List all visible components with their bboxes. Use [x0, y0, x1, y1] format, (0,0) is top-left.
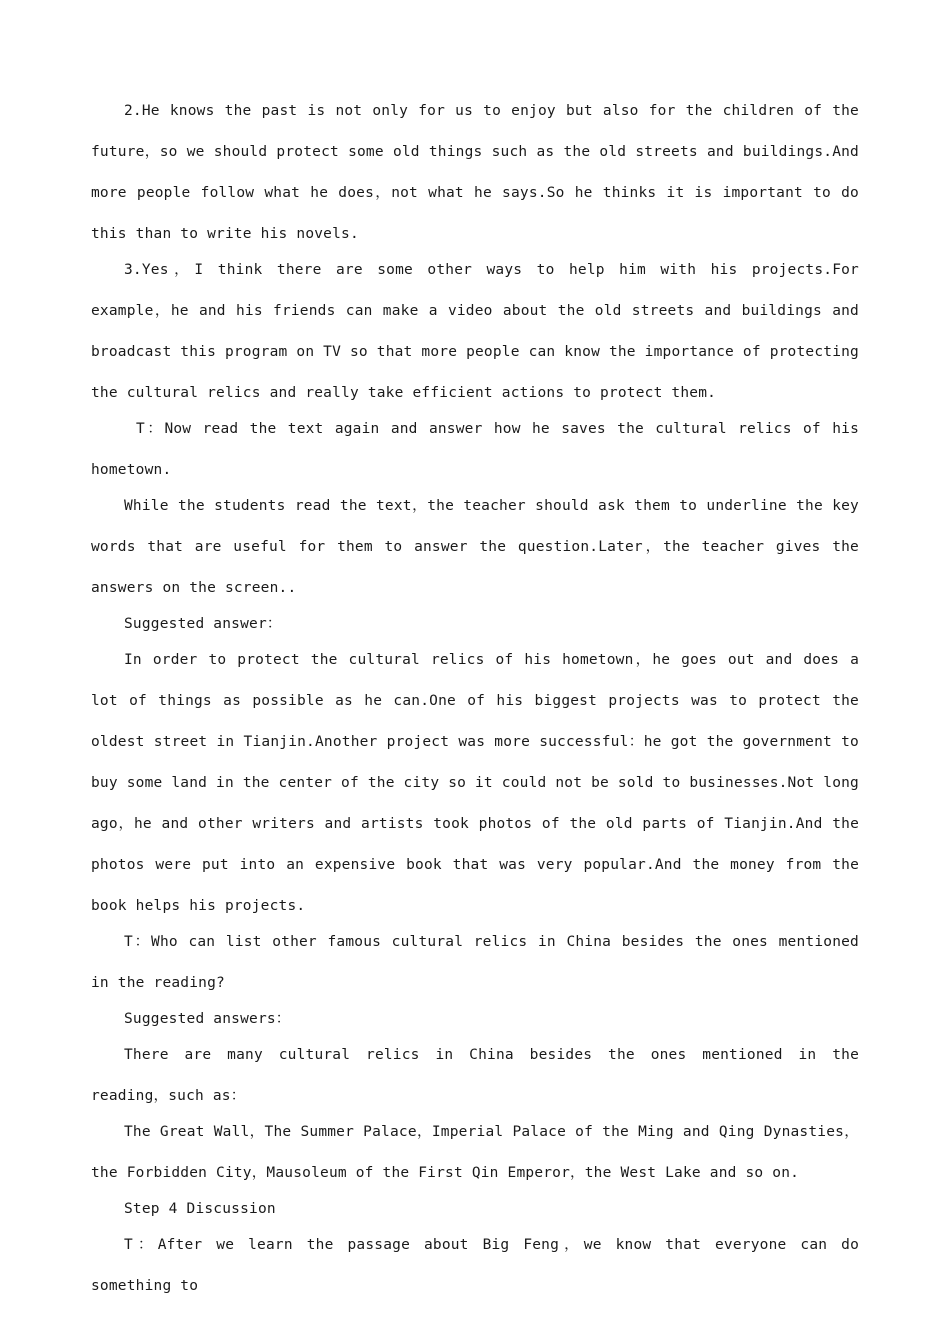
step-4-heading: Step 4 Discussion: [124, 1201, 276, 1217]
teacher-question-paragraph: T：Who can list other famous cultural relics in China besides the ones mentioned in the reading?: [91, 934, 859, 991]
suggested-answers-heading: Suggested answers：: [124, 1011, 291, 1027]
teacher-instruction-paragraph: T：Now read the text again and answer how he saves the cultural relics of his hometown.: [91, 421, 859, 478]
suggested-answer-paragraph: In order to protect the cultural relics of his hometown，he goes out and does a lot of things as possible as he can.One of his biggest projects was to protect the oldest street in Tianjin.Another project was more successful：he got the government to buy some land in the center of the city so it could not be sold to businesses.Not long ago，he and other writers and artists took photos of the old parts of Tianjin.And the photos were put into an expensive book that was very popular.And the money from the book helps his projects.: [91, 652, 859, 914]
reading-task-paragraph: While the students read the text，the teacher should ask them to underline the key words that are useful for them to answer the question.Later，the teacher gives the answers on the screen..: [91, 498, 859, 596]
relics-list-paragraph: The Great Wall，The Summer Palace，Imperial Palace of the Ming and Qing Dynasties，the Forbidden City，Mausoleum of the First Qin Emperor，the West Lake and so on.: [91, 1124, 859, 1181]
answer-2-paragraph: 2.He knows the past is not only for us to enjoy but also for the children of the future，so we should protect some old things such as the old streets and buildings.And more people follow what he does，not what he says.So he thinks it is important to do this than to write his novels.: [91, 103, 859, 242]
document-page: [91, 91, 859, 1302]
answer-3-paragraph: 3.Yes，I think there are some other ways to help him with his projects.For example，he and his friends can make a video about the old streets and buildings and broadcast this program on TV so that more people can know the importance of protecting the cultural relics and really take efficient actions to protect them.: [91, 262, 859, 401]
discussion-paragraph: T：After we learn the passage about Big Feng，we know that everyone can do something to: [91, 1237, 859, 1294]
suggested-answer-heading: Suggested answer：: [124, 616, 282, 632]
relics-intro-paragraph: There are many cultural relics in China besides the ones mentioned in the reading，such as：: [91, 1047, 859, 1104]
